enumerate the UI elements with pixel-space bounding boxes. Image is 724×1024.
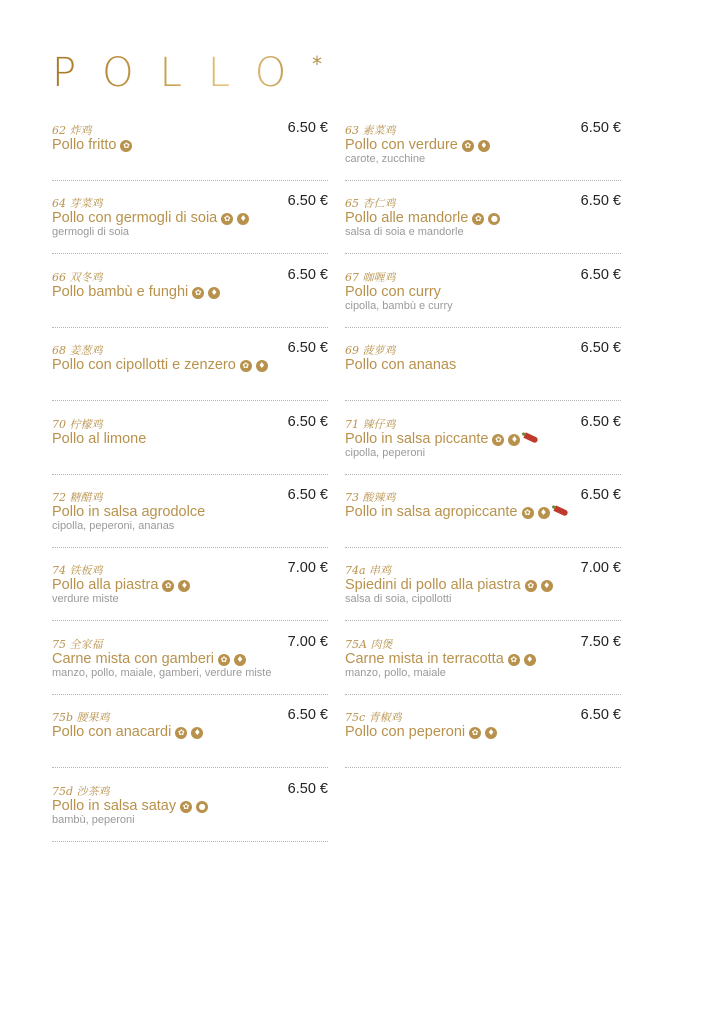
soy-icon: ♦ — [237, 213, 249, 225]
item-price: 6.50 € — [580, 487, 621, 503]
item-name: Pollo in salsa satay ✿ ● — [52, 797, 208, 815]
soy-icon: ♦ — [478, 140, 490, 152]
item-name: Carne mista con gamberi ✿ ♦ — [52, 650, 246, 668]
item-price: 6.50 € — [580, 120, 621, 136]
soy-icon: ♦ — [234, 654, 246, 666]
item-number: 75b 腰果鸡 — [52, 711, 110, 725]
item-name: Pollo con cipollotti e zenzero ✿ ♦ — [52, 356, 268, 374]
item-price: 6.50 € — [287, 120, 328, 136]
item-description: salsa di soia e mandorle — [345, 226, 464, 239]
menu-item — [345, 489, 621, 548]
wheat-icon: ✿ — [508, 654, 520, 666]
menu-item — [345, 342, 621, 401]
wheat-icon: ✿ — [472, 213, 484, 225]
item-number: 62 炸鸡 — [52, 124, 92, 137]
item-name: Carne mista in terracotta ✿ ♦ — [345, 650, 536, 668]
item-name: Pollo alla piastra ✿ ♦ — [52, 576, 190, 594]
menu-item — [52, 342, 328, 401]
item-price: 7.00 € — [580, 560, 621, 577]
soy-icon: ♦ — [485, 727, 497, 739]
wheat-icon: ✿ — [120, 140, 132, 152]
item-number: 71 辣仔鸡 — [345, 417, 396, 431]
item-price: 6.50 € — [287, 780, 328, 797]
item-number: 68 姜葱鸡 — [52, 344, 103, 358]
item-name: Pollo con germogli di soia ✿ ♦ — [52, 209, 249, 227]
item-name: Pollo al limone — [52, 430, 147, 447]
item-name: Pollo alle mandorle ✿ ● — [345, 209, 500, 227]
chili-icon — [524, 432, 539, 443]
wheat-icon: ✿ — [221, 213, 233, 225]
item-name: Pollo in salsa piccante ✿ ♦ — [345, 430, 538, 448]
menu-item — [52, 633, 328, 695]
item-description: verdure miste — [52, 593, 119, 606]
item-number: 65 杏仁鸡 — [345, 197, 396, 211]
item-description: salsa di soia, cipollotti — [345, 593, 452, 606]
item-price: 6.50 € — [580, 413, 621, 430]
menu-item — [52, 780, 328, 842]
menu-item — [52, 413, 328, 475]
item-price: 6.50 € — [287, 413, 328, 430]
menu-item — [52, 122, 328, 181]
menu-item — [345, 195, 621, 254]
wheat-icon: ✿ — [522, 507, 534, 519]
item-number: 74a 串鸡 — [345, 564, 392, 578]
item-number: 70 柠檬鸡 — [52, 417, 103, 431]
soy-icon: ♦ — [524, 654, 536, 666]
item-number: 73 酸辣鸡 — [345, 491, 396, 504]
item-price: 6.50 € — [287, 266, 328, 283]
soy-icon: ♦ — [538, 507, 550, 519]
item-number: 67 咖喱鸡 — [345, 270, 396, 284]
menu-item — [345, 633, 621, 695]
item-name: Pollo con ananas — [345, 357, 457, 374]
item-price: 6.50 € — [580, 193, 621, 210]
item-description: carote, zucchine — [345, 153, 426, 165]
item-price: 7.00 € — [287, 633, 328, 650]
item-price: 6.50 € — [287, 487, 328, 503]
item-number: 75 全家福 — [52, 637, 103, 651]
menu-item — [52, 266, 328, 328]
wheat-icon: ✿ — [469, 727, 481, 739]
item-description: cipolla, peperoni — [345, 446, 426, 459]
item-description: manzo, pollo, maiale, gamberi, verdure miste — [52, 666, 272, 679]
soy-icon: ♦ — [541, 580, 553, 592]
item-description: manzo, pollo, maiale — [345, 666, 446, 679]
menu-item — [52, 709, 328, 768]
soy-icon: ♦ — [256, 360, 268, 372]
menu-item — [52, 562, 328, 621]
item-price: 6.50 € — [287, 707, 328, 724]
item-name: Spiedini di pollo alla piastra ✿ ♦ — [345, 576, 553, 594]
item-price: 6.50 € — [580, 340, 621, 357]
menu-item — [345, 413, 621, 475]
item-number: 75A 肉煲 — [345, 637, 393, 651]
item-price: 6.50 € — [287, 193, 328, 210]
menu-item — [345, 122, 621, 181]
item-name: Pollo con peperoni ✿ ♦ — [345, 723, 497, 741]
wheat-icon: ✿ — [175, 727, 187, 739]
item-number: 69 菠萝鸡 — [345, 344, 396, 358]
item-description: cipolla, bambù e curry — [345, 299, 453, 312]
menu-item — [345, 266, 621, 328]
wheat-icon: ✿ — [192, 287, 204, 299]
title-asterisk: * — [312, 52, 322, 76]
item-name: Pollo fritto ✿ — [52, 136, 132, 154]
nut-icon: ● — [488, 213, 500, 225]
item-description: germogli di soia — [52, 226, 130, 239]
wheat-icon: ✿ — [218, 654, 230, 666]
item-name: Pollo con anacardi ✿ ♦ — [52, 723, 203, 741]
chili-icon — [553, 505, 568, 516]
item-price: 6.50 € — [580, 707, 621, 724]
nut-icon: ● — [196, 801, 208, 813]
item-description: cipolla, peperoni, ananas — [52, 520, 175, 532]
item-number: 74 铁板鸡 — [52, 564, 103, 578]
item-number: 64 芽菜鸡 — [52, 197, 103, 211]
item-number: 75d 沙茶鸡 — [52, 784, 110, 798]
item-name: Pollo con verdure ✿ ♦ — [345, 136, 490, 154]
wheat-icon: ✿ — [492, 434, 504, 446]
item-name: Pollo in salsa agropiccante ✿ ♦ — [345, 503, 568, 521]
item-price: 7.00 € — [287, 560, 328, 577]
item-name: Pollo in salsa agrodolce — [52, 504, 206, 520]
wheat-icon: ✿ — [162, 580, 174, 592]
item-name: Pollo bambù e funghi ✿ ♦ — [52, 283, 220, 301]
menu-item — [345, 709, 621, 768]
soy-icon: ♦ — [191, 727, 203, 739]
soy-icon: ♦ — [208, 287, 220, 299]
item-price: 7.50 € — [580, 633, 621, 650]
item-price: 6.50 € — [580, 266, 621, 283]
menu-item — [52, 195, 328, 254]
menu-item — [345, 562, 621, 621]
wheat-icon: ✿ — [525, 580, 537, 592]
item-number: 75c 青椒鸡 — [345, 711, 402, 725]
menu-item — [52, 489, 328, 548]
item-name: Pollo con curry — [345, 283, 441, 300]
item-number: 63 素菜鸡 — [345, 124, 396, 137]
wheat-icon: ✿ — [240, 360, 252, 372]
item-number: 66 双冬鸡 — [52, 270, 103, 284]
item-number: 72 糖醋鸡 — [52, 491, 103, 504]
page-title: POLLO — [52, 50, 313, 96]
wheat-icon: ✿ — [462, 140, 474, 152]
wheat-icon: ✿ — [180, 801, 192, 813]
item-description: bambù, peperoni — [52, 813, 135, 826]
item-price: 6.50 € — [287, 340, 328, 357]
soy-icon: ♦ — [508, 434, 520, 446]
soy-icon: ♦ — [178, 580, 190, 592]
